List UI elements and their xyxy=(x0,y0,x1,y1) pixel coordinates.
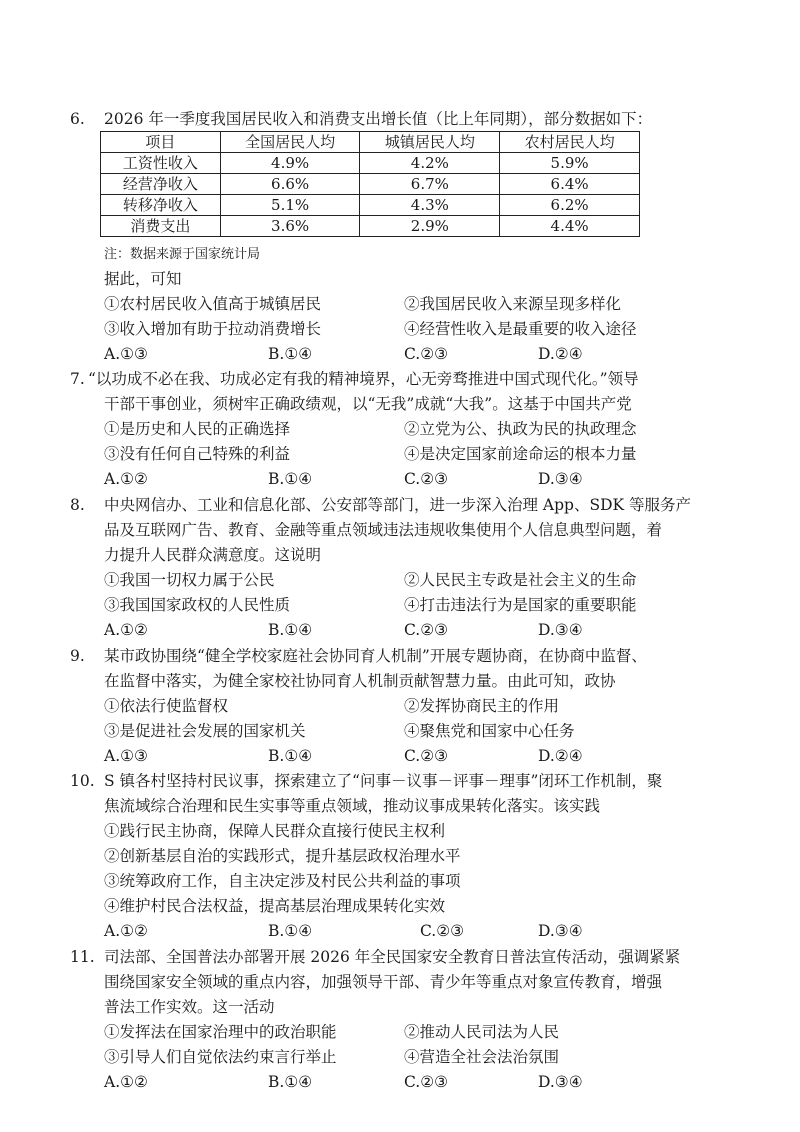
question-stem: 普法工作实效。这一活动 xyxy=(104,998,275,1016)
answer-choice-c[interactable]: C.②③ xyxy=(404,470,449,488)
statement-option: ④经营性收入是最重要的收入途径 xyxy=(404,320,637,338)
statement-option: ②推动人民司法为人民 xyxy=(404,1023,560,1041)
answer-choice-b[interactable]: B.①④ xyxy=(268,470,313,488)
table-cell: 6.6% xyxy=(220,174,360,195)
answer-choice-b[interactable]: B.①④ xyxy=(268,1073,313,1091)
statement-option: ③引导人们自觉依法约束言行举止 xyxy=(104,1048,337,1066)
statement-option: ①发挥法在国家治理中的政治职能 xyxy=(104,1023,337,1041)
answer-choice-d[interactable]: D.③④ xyxy=(538,621,583,639)
question-number: 11. xyxy=(70,948,95,966)
table-cell: 4.4% xyxy=(500,216,640,237)
table-cell: 经营净收入 xyxy=(101,174,221,195)
question-stem: 司法部、全国普法办部署开展 2026 年全民国家安全教育日普法宣传活动，强调紧紧 xyxy=(104,948,681,966)
answer-choice-d[interactable]: D.③④ xyxy=(538,1073,583,1091)
statement-option: ③没有任何自己特殊的利益 xyxy=(104,445,291,463)
table-header-cell: 城镇居民人均 xyxy=(360,132,500,153)
question-stem: 焦流域综合治理和民生实事等重点领域，推动议事成果转化落实。该实践 xyxy=(104,797,601,815)
answer-choice-a[interactable]: A.①③ xyxy=(104,345,148,363)
table-row xyxy=(101,174,640,195)
answer-choice-c[interactable]: C.②③ xyxy=(404,747,449,765)
answer-choice-c[interactable]: C.②③ xyxy=(404,345,449,363)
table-header-cell: 全国居民人均 xyxy=(220,132,360,153)
answer-choice-a[interactable]: A.①② xyxy=(104,621,148,639)
statement-option: ①是历史和人民的正确选择 xyxy=(104,420,291,438)
answer-choice-d[interactable]: D.②④ xyxy=(538,345,583,363)
table-cell: 2.9% xyxy=(360,216,500,237)
statement-option: ②人民民主专政是社会主义的生命 xyxy=(404,571,637,589)
table-cell: 3.6% xyxy=(220,216,360,237)
statement-option: ④维护村民合法权益，提高基层治理成果转化实效 xyxy=(104,897,446,915)
table-cell: 6.4% xyxy=(500,174,640,195)
table-row xyxy=(101,216,640,237)
table-cell: 4.3% xyxy=(360,195,500,216)
question-number: 10. xyxy=(70,772,95,790)
statement-option: ①践行民主协商，保障人民群众直接行使民主权利 xyxy=(104,822,446,840)
statement-option: ④打击违法行为是国家的重要职能 xyxy=(404,596,637,614)
question-stem: 力提升人民群众满意度。这说明 xyxy=(104,546,322,564)
question-stem: 某市政协围绕“健全学校家庭社会协同育人机制”开展专题协商，在协商中监督、 xyxy=(104,647,647,665)
question-stem: 2026 年一季度我国居民收入和消费支出增长值（比上年同期），部分数据如下： xyxy=(104,110,653,128)
answer-choice-a[interactable]: A.①③ xyxy=(104,747,148,765)
answer-choice-b[interactable]: B.①④ xyxy=(268,922,313,940)
answer-choice-c[interactable]: C.②③ xyxy=(404,621,449,639)
question-lead: 据此，可知 xyxy=(104,270,182,288)
statement-option: ③统筹政府工作，自主决定涉及村民公共利益的事项 xyxy=(104,872,461,890)
table-cell: 4.9% xyxy=(220,153,360,174)
statement-option: ①农村居民收入值高于城镇居民 xyxy=(104,295,322,313)
question-stem: “以功成不必在我、功成必定有我的精神境界，心无旁骛推进中国式现代化。”领导 xyxy=(88,370,639,388)
statement-option: ②立党为公、执政为民的执政理念 xyxy=(404,420,637,438)
answer-choice-b[interactable]: B.①④ xyxy=(268,345,313,363)
statement-option: ③我国国家政权的人民性质 xyxy=(104,596,291,614)
table-header-row xyxy=(101,132,640,153)
answer-choice-c[interactable]: C.②③ xyxy=(404,1073,449,1091)
table-cell: 6.2% xyxy=(500,195,640,216)
statement-option: ②我国居民收入来源呈现多样化 xyxy=(404,295,622,313)
answer-choice-a[interactable]: A.①② xyxy=(104,922,148,940)
question-stem: 干部干事创业，须树牢正确政绩观，以“无我”成就“大我”。这基于中国共产党 xyxy=(104,395,632,413)
table-row xyxy=(101,153,640,174)
table-header-cell: 农村居民人均 xyxy=(500,132,640,153)
answer-choice-b[interactable]: B.①④ xyxy=(268,621,313,639)
question-number: 7. xyxy=(70,370,85,388)
statement-option: ④营造全社会法治氛围 xyxy=(404,1048,560,1066)
answer-choice-c[interactable]: C.②③ xyxy=(420,922,465,940)
question-number: 8. xyxy=(70,496,85,514)
statement-option: ④聚焦党和国家中心任务 xyxy=(404,722,575,740)
statement-option: ①我国一切权力属于公民 xyxy=(104,571,275,589)
answer-choice-d[interactable]: D.②④ xyxy=(538,747,583,765)
answer-choice-a[interactable]: A.①② xyxy=(104,1073,148,1091)
question-number: 9. xyxy=(70,647,85,665)
question-number: 6. xyxy=(70,110,85,128)
answer-choice-b[interactable]: B.①④ xyxy=(268,747,313,765)
table-header-cell: 项目 xyxy=(101,132,221,153)
table-cell: 6.7% xyxy=(360,174,500,195)
table-cell: 工资性收入 xyxy=(101,153,221,174)
statement-option: ③收入增加有助于拉动消费增长 xyxy=(104,320,322,338)
statement-option: ④是决定国家前途命运的根本力量 xyxy=(404,445,637,463)
data-table xyxy=(100,131,640,237)
question-stem: S 镇各村坚持村民议事，探索建立了“问事－议事－评事－理事”闭环工作机制，聚 xyxy=(104,772,663,790)
table-cell: 5.1% xyxy=(220,195,360,216)
question-stem: 在监督中落实，为健全家校社协同育人机制贡献智慧力量。由此可知，政协 xyxy=(104,672,616,690)
table-cell: 4.2% xyxy=(360,153,500,174)
answer-choice-d[interactable]: D.③④ xyxy=(538,922,583,940)
table-cell: 消费支出 xyxy=(101,216,221,237)
statement-option: ②发挥协商民主的作用 xyxy=(404,697,560,715)
table-cell: 转移净收入 xyxy=(101,195,221,216)
statement-option: ②创新基层自治的实践形式，提升基层政权治理水平 xyxy=(104,847,461,865)
table-cell: 5.9% xyxy=(500,153,640,174)
answer-choice-d[interactable]: D.③④ xyxy=(538,470,583,488)
statement-option: ①依法行使监督权 xyxy=(104,697,229,715)
statement-option: ③是促进社会发展的国家机关 xyxy=(104,722,306,740)
question-stem: 品及互联网广告、教育、金融等重点领域违法违规收集使用个人信息典型问题，着 xyxy=(104,521,663,539)
question-stem: 围绕国家安全领域的重点内容，加强领导干部、青少年等重点对象宣传教育，增强 xyxy=(104,973,663,991)
table-note: 注：数据来源于国家统计局 xyxy=(104,247,261,262)
table-row xyxy=(101,195,640,216)
answer-choice-a[interactable]: A.①② xyxy=(104,470,148,488)
question-stem: 中央网信办、工业和信息化部、公安部等部门，进一步深入治理 App、SDK 等服务产 xyxy=(104,496,692,514)
